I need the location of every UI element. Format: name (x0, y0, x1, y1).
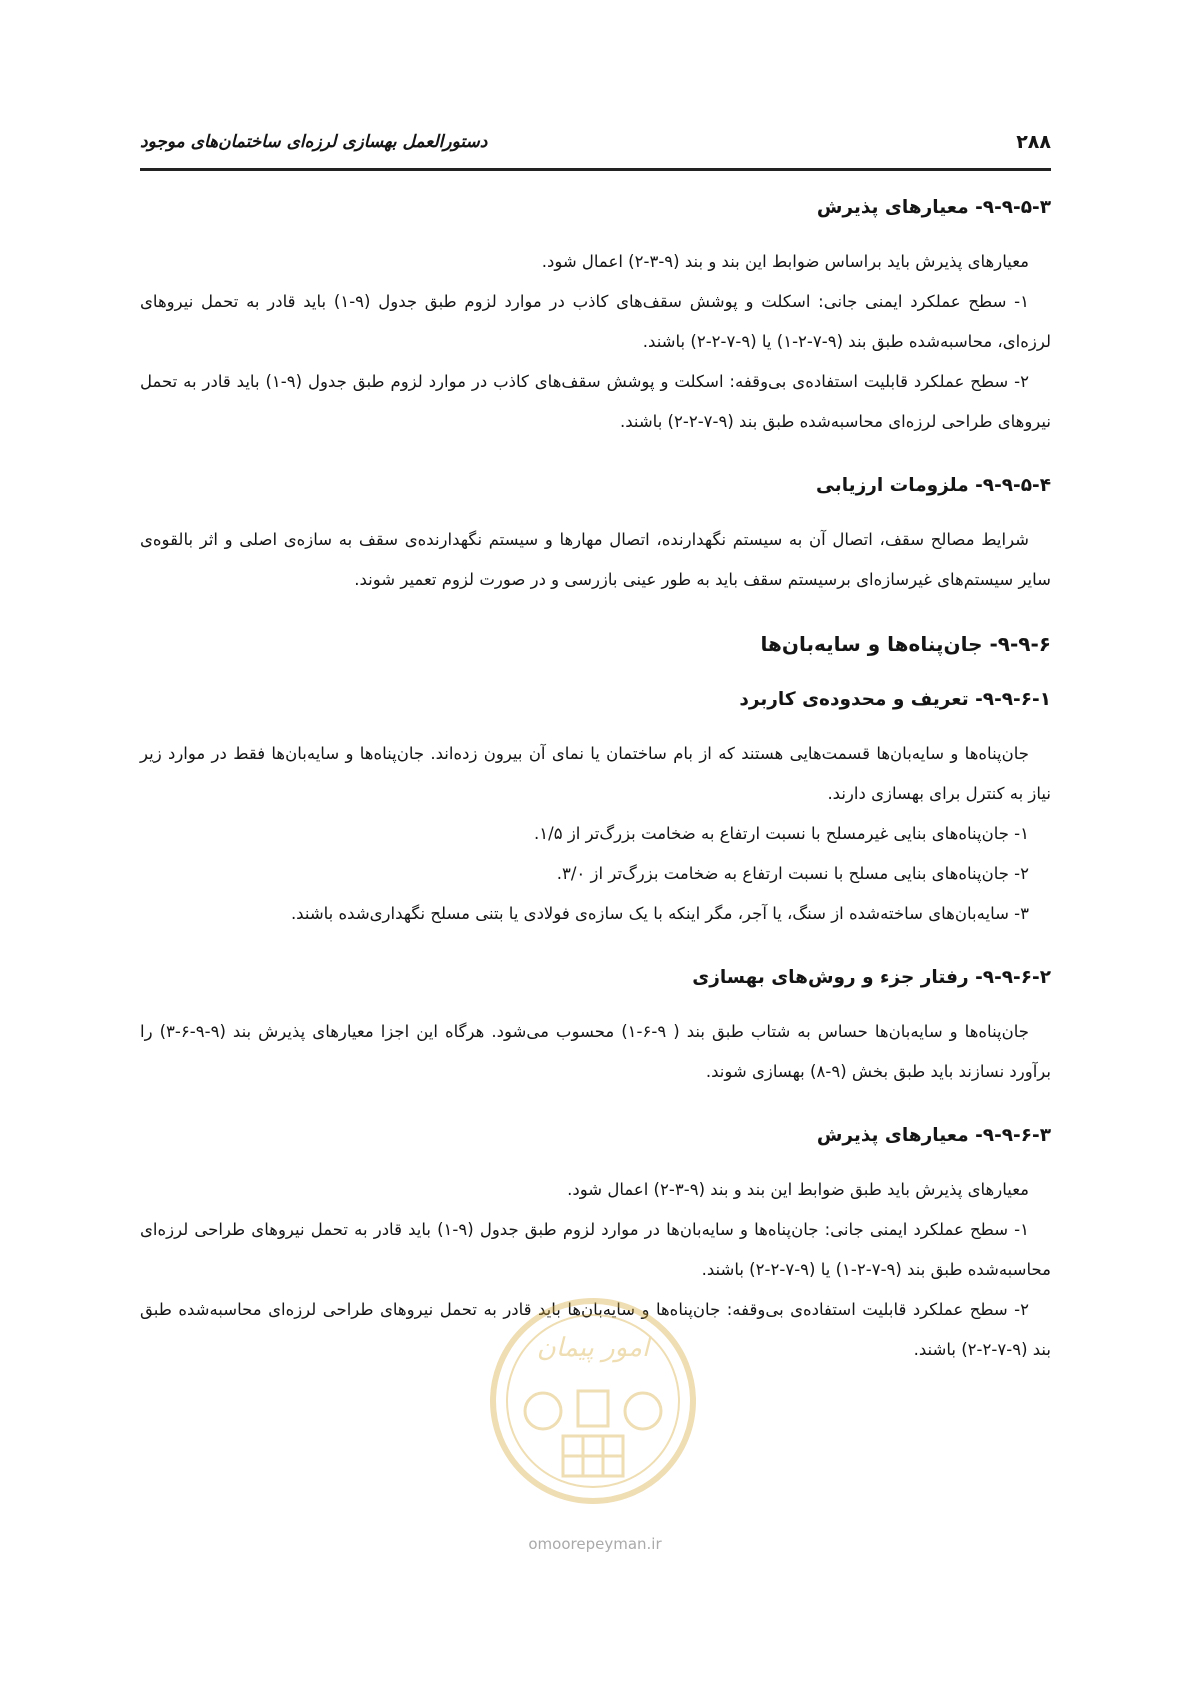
paragraph: معیارهای پذیرش باید براساس ضوابط این بند و بند (۹-۳-۲) اعمال شود. (541, 252, 1029, 271)
page-number: ۲۸۸ (1016, 131, 1051, 153)
paragraph: شرایط مصالح سقف، اتصال آن به سیستم نگهدارنده، اتصال مهارها و سیستم نگهدارنده‌ی سقف به سازه‌ی اصلی و اثر بالقوه‌ی سایر سیستم‌های غیرسازه‌ای برسیستم سقف باید به طور عینی بازرسی و در صورت لزوم تعمیر شوند. (140, 530, 1051, 589)
section-heading-acceptance-criteria-2: ۹-۹-۶-۳- معیارهای پذیرش (816, 1125, 1051, 1146)
svg-text:امور پیمان: امور پیمان (536, 1333, 650, 1363)
paragraph: ۱- سطح عملکرد ایمنی جانی: جان‌پناه‌ها و سایه‌بان‌ها در موارد لزوم طبق جدول (۹-۱) باید قادر به تحمل نیروهای طراحی لرزه‌ای محاسبه‌شده طبق بند (۹-۷-۲-۱) یا (۹-۷-۲-۲) باشند. (140, 1220, 1051, 1279)
watermark-url: omoorepeyman.ir (528, 1535, 662, 1553)
header-rule (140, 168, 1051, 171)
section-heading-parapets-canopies: ۹-۹-۶- جان‌پناه‌ها و سایه‌بان‌ها (760, 632, 1051, 656)
running-title: دستورالعمل بهسازی لرزه‌ای ساختمان‌های موجود (140, 132, 488, 152)
list-item: ۲- جان‌پناه‌های بنایی مسلح با نسبت ارتفاع به ضخامت بزرگ‌تر از ۳/۰. (556, 864, 1029, 883)
page-header (140, 122, 1051, 162)
paragraph: معیارهای پذیرش باید طبق ضوابط این بند و بند (۹-۳-۲) اعمال شود. (567, 1180, 1029, 1199)
paragraph: جان‌پناه‌ها و سایه‌بان‌ها قسمت‌هایی هستند که از بام ساختمان یا نمای آن بیرون زده‌اند. جان‌پناه‌ها و سایه‌بان‌ها فقط در موارد زیر نیاز به کنترل برای بهسازی دارند. (140, 744, 1051, 803)
section-heading-definition-scope: ۹-۹-۶-۱- تعریف و محدوده‌ی کاربرد (739, 689, 1051, 710)
list-item: ۳- سایه‌بان‌های ساخته‌شده از سنگ، یا آجر، مگر اینکه با یک سازه‌ی فولادی یا بتنی مسلح نگهداری‌شده باشند. (290, 904, 1029, 923)
list-item: ۱- جان‌پناه‌های بنایی غیرمسلح با نسبت ارتفاع به ضخامت بزرگ‌تر از ۱/۵. (534, 824, 1029, 843)
document-body (140, 186, 1051, 1484)
section-heading-assessment-requirements: ۹-۹-۵-۴- ملزومات ارزیابی (816, 475, 1051, 496)
paragraph: ۲- سطح عملکرد قابلیت استفاده‌ی بی‌وقفه: اسکلت و پوشش سقف‌های کاذب در موارد لزوم طبق جدول (۹-۱) باید قادر به تحمل نیروهای طراحی لرزه‌ای محاسبه‌شده طبق بند (۹-۷-۲-۲) باشند. (140, 372, 1051, 431)
section-heading-acceptance-criteria: ۹-۹-۵-۳- معیارهای پذیرش (816, 197, 1051, 218)
paragraph: ۲- سطح عملکرد قابلیت استفاده‌ی بی‌وقفه: جان‌پناه‌ها و سایه‌بان‌ها باید قادر به تحمل نیروهای طراحی لرزه‌ای محاسبه‌شده طبق بند (۹-۷-۲-۲) باشند. (140, 1300, 1051, 1359)
paragraph: ۱- سطح عملکرد ایمنی جانی: اسکلت و پوشش سقف‌های کاذب در موارد لزوم طبق جدول (۹-۱) باید قادر به تحمل نیروهای لرزه‌ای، محاسبه‌شده طبق بند (۹-۷-۲-۱) یا (۹-۷-۲-۲) باشند. (140, 292, 1051, 351)
section-heading-component-behavior: ۹-۹-۶-۲- رفتار جزء و روش‌های بهسازی (692, 967, 1051, 988)
paragraph: جان‌پناه‌ها و سایه‌بان‌ها حساس به شتاب طبق بند ( ۹-۶-۱) محسوب می‌شود. هرگاه این اجزا معیارهای پذیرش بند (۹-۹-۶-۳) را برآورد نسازند باید طبق بخش (۹-۸) بهسازی شوند. (140, 1022, 1051, 1081)
